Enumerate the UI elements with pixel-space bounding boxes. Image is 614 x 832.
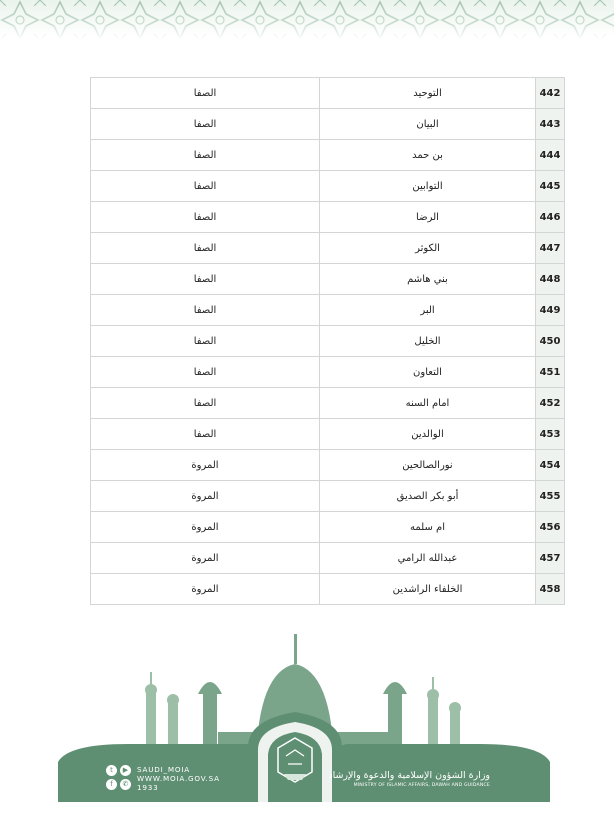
area-cell: الصفا (91, 78, 320, 109)
row-number-cell: 442 (536, 78, 565, 109)
area-cell: الصفا (91, 264, 320, 295)
mosque-name-cell: ام سلمه (320, 512, 536, 543)
area-cell: الصفا (91, 326, 320, 357)
row-number-cell: 458 (536, 574, 565, 605)
ministry-name (290, 770, 490, 788)
mosque-name-cell: التعاون (320, 357, 536, 388)
row-number-cell: 456 (536, 512, 565, 543)
contact-text (137, 765, 220, 792)
footer-banner (58, 632, 550, 802)
row-number-cell: 448 (536, 264, 565, 295)
header-pattern-band (0, 0, 614, 40)
mosque-name-cell: الخليل (320, 326, 536, 357)
facebook-icon[interactable]: f (106, 779, 117, 790)
table-row (91, 450, 565, 481)
mosque-name-cell: التوابين (320, 171, 536, 202)
mosque-name-cell: الخلفاء الراشدين (320, 574, 536, 605)
area-cell: الصفا (91, 171, 320, 202)
ministry-name-english: MINISTRY OF ISLAMIC AFFAIRS, DAWAH AND GUIDANCE (353, 783, 490, 788)
table-row (91, 140, 565, 171)
phone-icon[interactable]: ✆ (120, 779, 131, 790)
row-number-cell: 446 (536, 202, 565, 233)
table-row (91, 233, 565, 264)
area-cell: المروة (91, 450, 320, 481)
table-row (91, 481, 565, 512)
table-row (91, 295, 565, 326)
mosque-name-cell: بن حمد (320, 140, 536, 171)
mosque-name-cell: الكوثر (320, 233, 536, 264)
area-cell: الصفا (91, 140, 320, 171)
mosque-name-cell: البيان (320, 109, 536, 140)
row-number-cell: 453 (536, 419, 565, 450)
mosque-name-cell: أبو بكر الصديق (320, 481, 536, 512)
row-number-cell: 445 (536, 171, 565, 202)
area-cell: الصفا (91, 419, 320, 450)
area-cell: المروة (91, 512, 320, 543)
row-number-cell: 454 (536, 450, 565, 481)
area-cell: الصفا (91, 295, 320, 326)
row-number-cell: 447 (536, 233, 565, 264)
table-row (91, 78, 565, 109)
geometric-pattern (0, 0, 614, 40)
table-row (91, 202, 565, 233)
mosque-name-cell: البر (320, 295, 536, 326)
mosque-name-cell: نورالصالحين (320, 450, 536, 481)
row-number-cell: 450 (536, 326, 565, 357)
table-row (91, 512, 565, 543)
table-row (91, 543, 565, 574)
social-icons (106, 765, 132, 791)
area-cell: المروة (91, 481, 320, 512)
table-row (91, 388, 565, 419)
row-number-cell: 452 (536, 388, 565, 419)
table-row (91, 171, 565, 202)
row-number-cell: 449 (536, 295, 565, 326)
phone-number[interactable]: 1933 (137, 783, 159, 792)
youtube-icon[interactable]: ▶ (120, 765, 131, 776)
row-number-cell: 451 (536, 357, 565, 388)
row-number-cell: 455 (536, 481, 565, 512)
table-row (91, 109, 565, 140)
row-number-cell: 457 (536, 543, 565, 574)
website-link[interactable]: WWW.MOIA.GOV.SA (137, 774, 220, 783)
table-row (91, 326, 565, 357)
mosque-name-cell: الرضا (320, 202, 536, 233)
area-cell: الصفا (91, 357, 320, 388)
table-row (91, 574, 565, 605)
mosque-name-cell: بني هاشم (320, 264, 536, 295)
twitter-icon[interactable]: t (106, 765, 117, 776)
mosque-name-cell: الوالدين (320, 419, 536, 450)
mosque-name-cell: عبدالله الرامي (320, 543, 536, 574)
area-cell: الصفا (91, 109, 320, 140)
area-cell: المروة (91, 543, 320, 574)
row-number-cell: 443 (536, 109, 565, 140)
contact-block (106, 765, 256, 795)
area-cell: الصفا (91, 233, 320, 264)
area-cell: المروة (91, 574, 320, 605)
row-number-cell: 444 (536, 140, 565, 171)
mosque-name-cell: امام السنه (320, 388, 536, 419)
table-row (91, 419, 565, 450)
mosque-name-cell: التوحيد (320, 78, 536, 109)
social-handle[interactable]: SAUDI_MOIA (137, 765, 191, 774)
table-row (91, 264, 565, 295)
area-cell: الصفا (91, 388, 320, 419)
ministry-name-arabic: وزارة الشؤون الإسلامية والدعوة والإرشاد (328, 770, 490, 781)
table-row (91, 357, 565, 388)
area-cell: الصفا (91, 202, 320, 233)
mosque-list-table (90, 77, 565, 605)
